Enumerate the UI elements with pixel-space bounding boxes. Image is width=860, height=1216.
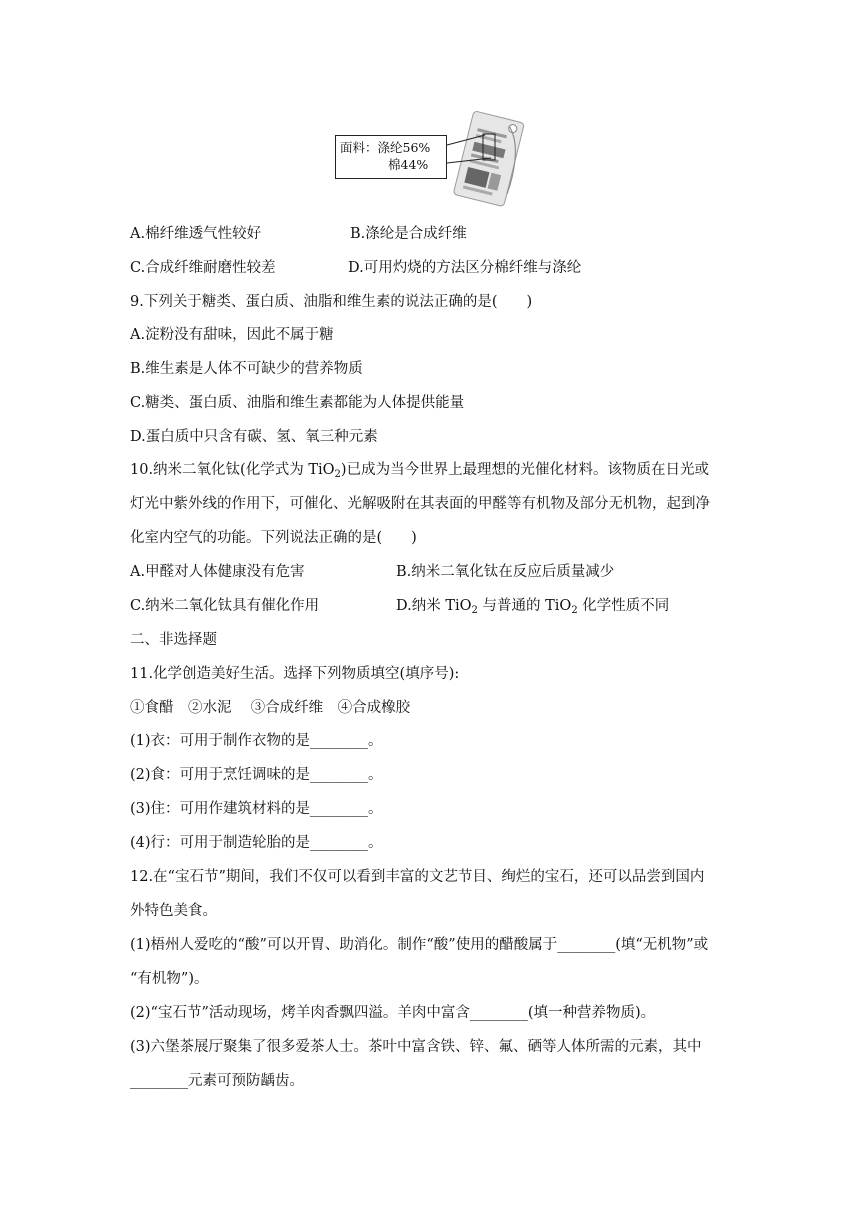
q10-option-a: A.甲醛对人体健康没有危害	[130, 564, 305, 580]
q9-stem: 9.下列关于糖类、蛋白质、油脂和维生素的说法正确的是( )	[130, 294, 533, 310]
q12-part-3-line-2: ________元素可预防龋齿。	[130, 1073, 304, 1089]
q12-part-1-line-2: “有机物”)。	[130, 971, 209, 987]
q10-option-b: B.纳米二氧化钛在反应后质量减少	[396, 564, 615, 580]
q11-part-3: (3)住：可用作建筑材料的是________。	[130, 801, 383, 817]
section-2-heading: 二、非选择题	[130, 632, 217, 648]
q11-part-1: (1)衣：可用于制作衣物的是________。	[130, 733, 383, 749]
fabric-line-1: 面料：涤纶56%	[340, 140, 431, 155]
q12-part-2: (2)“宝石节”活动现场，烤羊肉香飘四溢。羊肉中富含________(填一种营养物质)。	[130, 1005, 656, 1021]
fabric-composition-box	[335, 135, 447, 179]
q10-option-c: C.纳米二氧化钛具有催化作用	[130, 598, 320, 614]
q10-option-d: D.纳米 TiO$_2$ 与普通的 TiO$_2$ 化学性质不同	[396, 598, 670, 616]
q12-stem-line-1: 12.在“宝石节”期间，我们不仅可以看到丰富的文艺节目、绚烂的宝石，还可以品尝到国内	[130, 869, 705, 885]
q8-option-b: B.涤纶是合成纤维	[350, 226, 467, 242]
q11-choices: ①食醋 ②水泥 ③合成纤维 ④合成橡胶	[130, 700, 411, 716]
q11-stem: 11.化学创造美好生活。选择下列物质填空(填序号):	[130, 666, 460, 682]
q10-stem-line-2: 灯光中紫外线的作用下，可催化、光解吸附在其表面的甲醛等有机物及部分无机物，起到净	[130, 496, 710, 512]
q12-stem-line-2: 外特色美食。	[130, 903, 217, 919]
q10-stem-line-3: 化室内空气的功能。下列说法正确的是( )	[130, 530, 417, 546]
q12-part-1-line-1: (1)梧州人爱吃的“酸”可以开胃、助消化。制作“酸”使用的醋酸属于________(填“无机物”或	[130, 937, 709, 953]
q8-option-a: A.棉纤维透气性较好	[130, 226, 262, 242]
q10-stem-line-1: 10.纳米二氧化钛(化学式为 TiO$_2$)已成为当今世界上最理想的光催化材料。该物质在日光或	[130, 462, 710, 480]
q9-option-b: B.维生素是人体不可缺少的营养物质	[130, 361, 363, 377]
q8-option-d: D.可用灼烧的方法区分棉纤维与涤纶	[348, 260, 582, 276]
q11-part-4: (4)行：可用于制造轮胎的是________。	[130, 835, 383, 851]
q12-part-3-line-1: (3)六堡茶展厅聚集了很多爱茶人士。茶叶中富含铁、锌、氟、硒等人体所需的元素，其中	[130, 1039, 702, 1055]
q11-part-2: (2)食：可用于烹饪调味的是________。	[130, 767, 383, 783]
q9-option-c: C.糖类、蛋白质、油脂和维生素都能为人体提供能量	[130, 395, 465, 411]
q9-option-d: D.蛋白质中只含有碳、氢、氧三种元素	[130, 429, 378, 445]
q9-option-a: A.淀粉没有甜味，因此不属于糖	[130, 327, 334, 343]
clothing-label-figure	[335, 108, 535, 208]
q8-option-c: C.合成纤维耐磨性较差	[130, 260, 276, 276]
fabric-line-2: 棉44%	[388, 157, 429, 172]
